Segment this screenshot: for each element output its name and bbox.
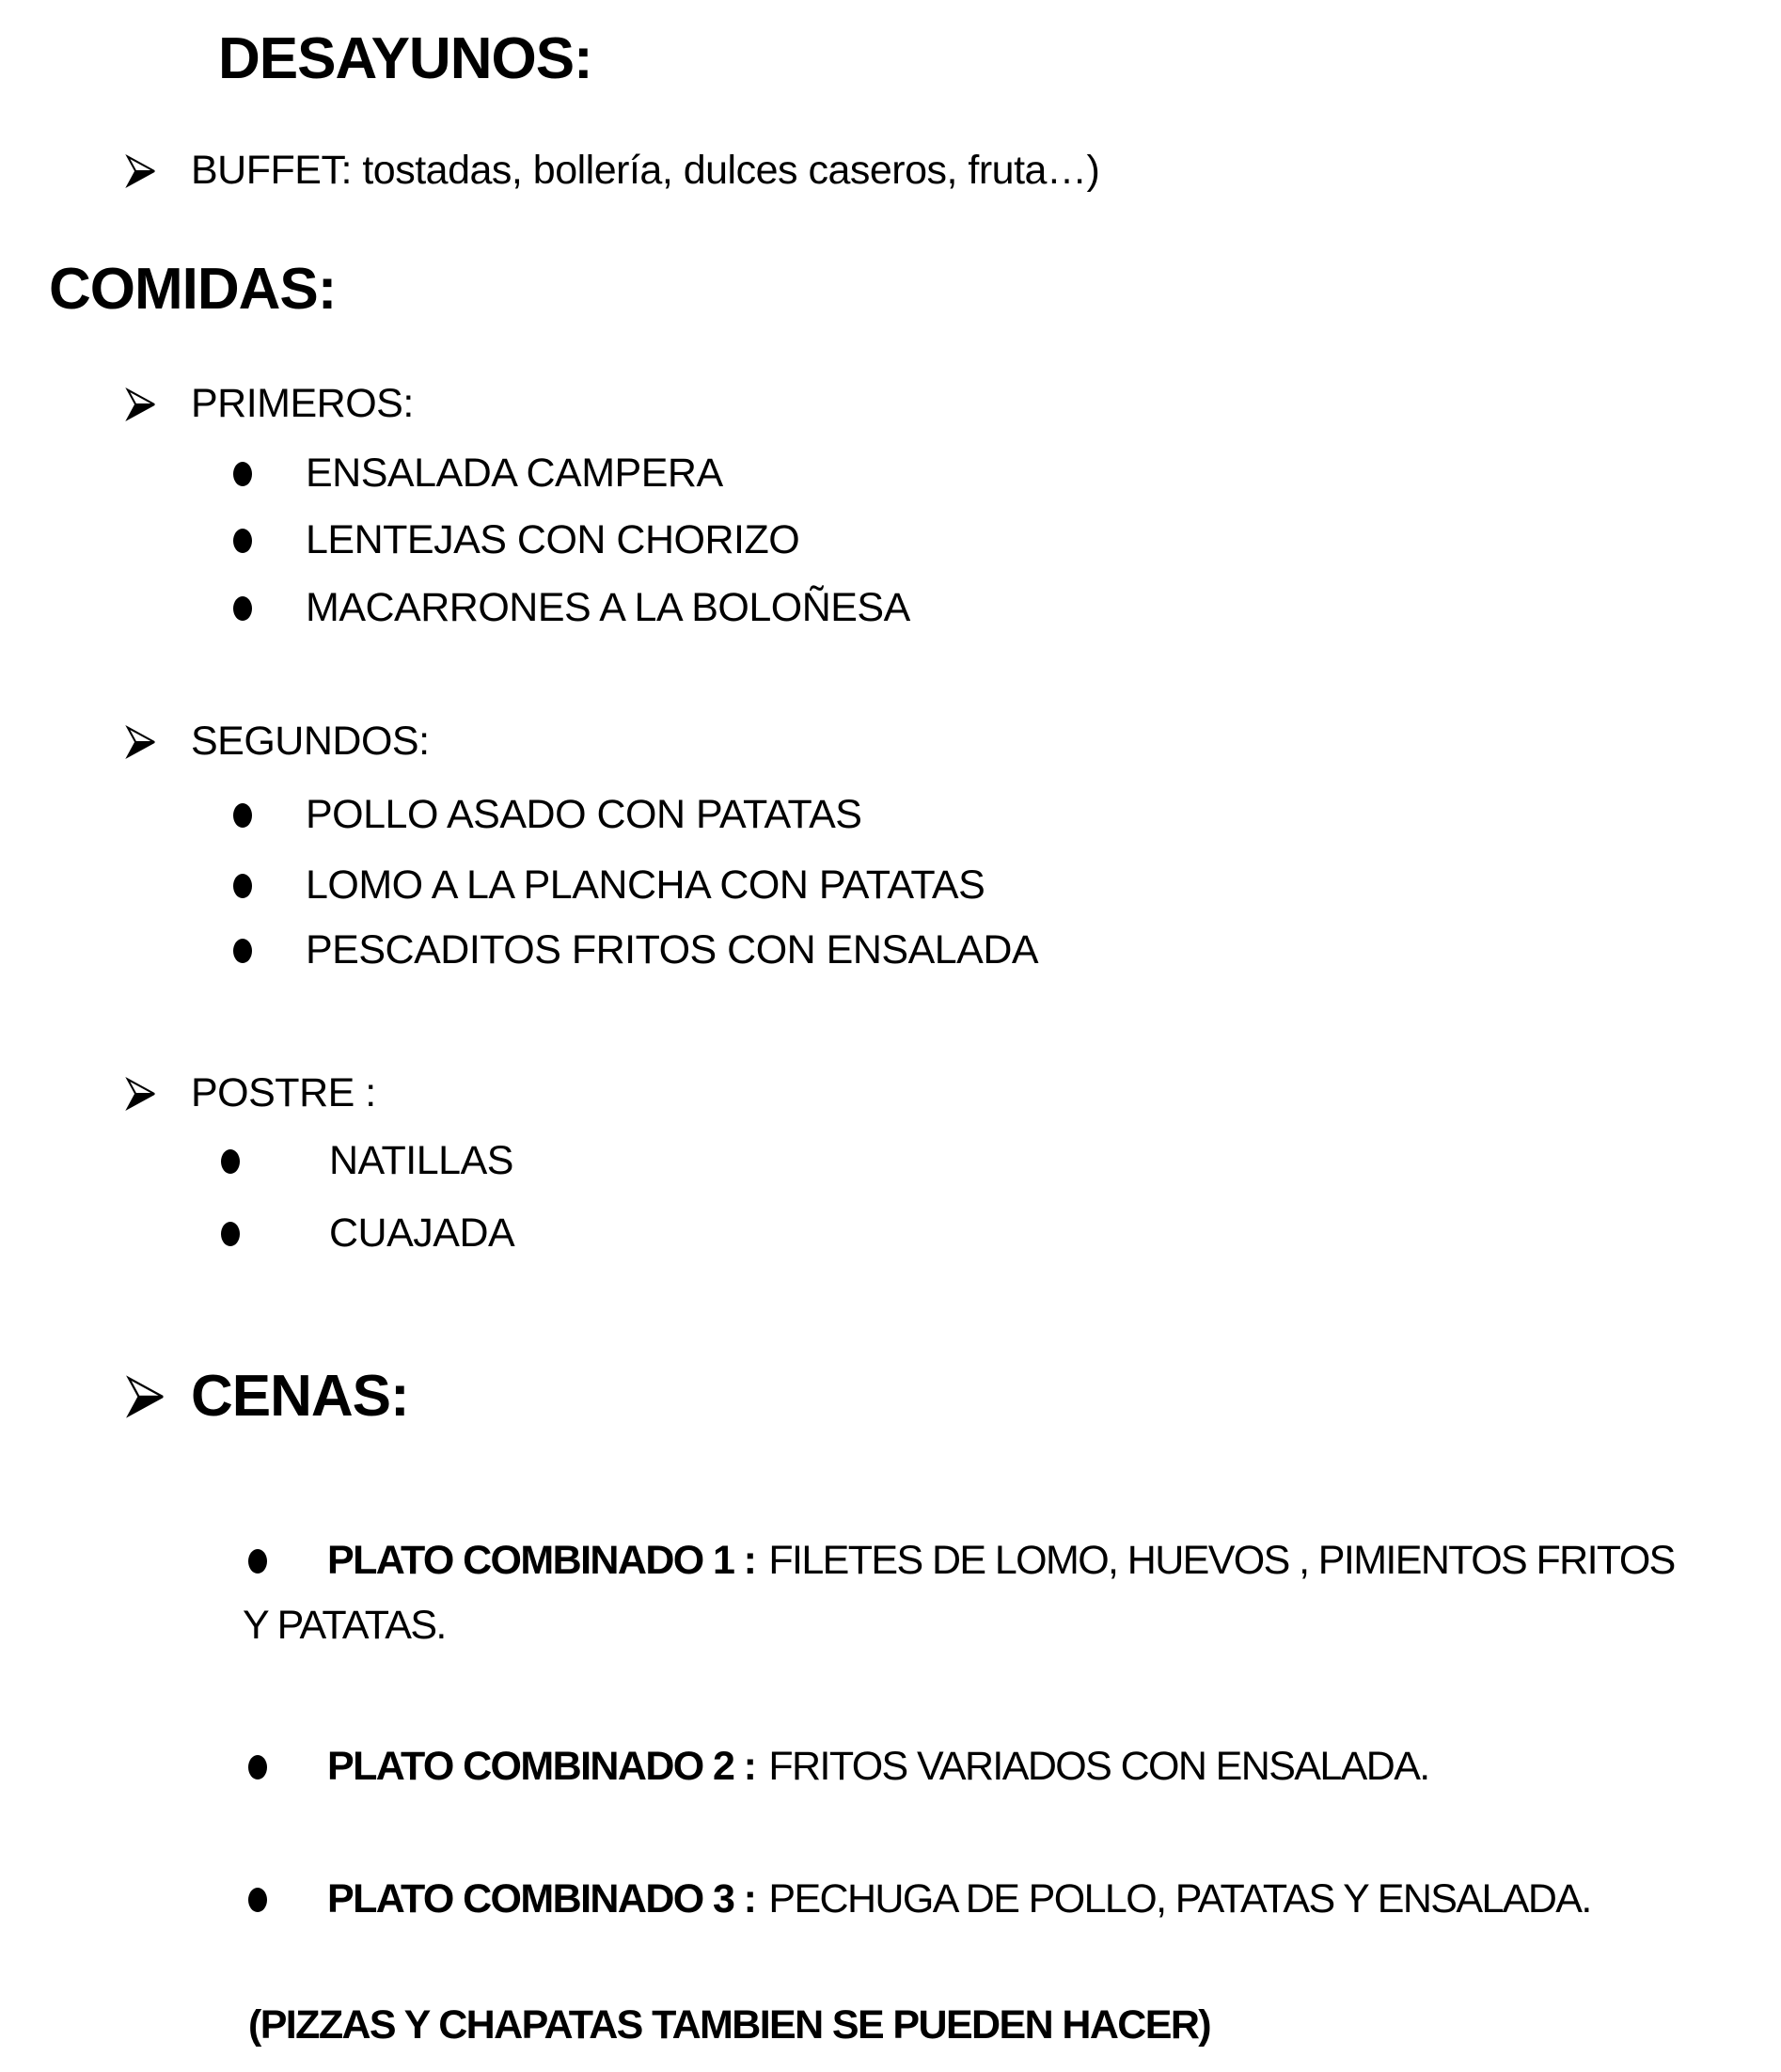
menu-item-macarrones xyxy=(233,584,910,633)
plato-desc: PECHUGA DE POLLO, PATATAS Y ENSALADA. xyxy=(768,1876,1591,1922)
dot-bullet-icon xyxy=(233,596,306,621)
arrow-bullet-icon xyxy=(124,723,191,761)
arrow-bullet-icon xyxy=(124,152,191,190)
plato-title: PLATO COMBINADO 1 : xyxy=(327,1538,756,1583)
dot-bullet-icon xyxy=(233,803,306,828)
dot-bullet-icon xyxy=(221,1149,329,1174)
primeros-line xyxy=(124,380,414,429)
heading-cenas: CENAS: xyxy=(191,1364,409,1429)
arrow-bullet-icon xyxy=(124,386,191,423)
arrow-bullet-icon xyxy=(124,1075,191,1113)
dot-bullet-icon xyxy=(221,1222,329,1246)
arrow-bullet-icon xyxy=(124,1372,191,1421)
plato-desc: FILETES DE LOMO, HUEVOS , PIMIENTOS FRITOS xyxy=(768,1538,1675,1583)
menu-item-natillas xyxy=(221,1137,513,1186)
plato-title: PLATO COMBINADO 3 : xyxy=(327,1876,756,1922)
dot-bullet-icon xyxy=(248,1549,327,1574)
postre-line xyxy=(124,1069,376,1118)
pizzas-note: (PIZZAS Y CHAPATAS TAMBIEN SE PUEDEN HACER) xyxy=(248,2002,1210,2048)
section-label-postre: POSTRE : xyxy=(191,1070,376,1115)
menu-item-label: LOMO A LA PLANCHA CON PATATAS xyxy=(306,862,985,908)
buffet-text: BUFFET: tostadas, bollería, dulces caseros, fruta…) xyxy=(191,148,1100,193)
plato-combinado-1-continuation: Y PATATAS. xyxy=(243,1603,446,1648)
heading-desayunos: DESAYUNOS: xyxy=(218,26,592,91)
plato-combinado-2-line xyxy=(248,1743,1429,1792)
menu-item-pescaditos xyxy=(233,926,1038,975)
plato-combinado-3-line xyxy=(248,1875,1591,1924)
dot-bullet-icon xyxy=(233,939,306,963)
menu-item-label: NATILLAS xyxy=(329,1138,513,1183)
menu-item-cuajada xyxy=(221,1210,514,1258)
section-label-segundos: SEGUNDOS: xyxy=(191,719,430,764)
menu-item-label: LENTEJAS CON CHORIZO xyxy=(306,517,800,562)
menu-item-lomo-plancha xyxy=(233,862,985,910)
menu-item-label: MACARRONES A LA BOLOÑESA xyxy=(306,585,910,630)
cenas-heading-line xyxy=(124,1362,409,1431)
plato-title: PLATO COMBINADO 2 : xyxy=(327,1744,756,1789)
menu-item-label: CUAJADA xyxy=(329,1210,515,1256)
dot-bullet-icon xyxy=(248,1755,327,1779)
segundos-line xyxy=(124,718,430,767)
section-label-primeros: PRIMEROS: xyxy=(191,381,414,426)
dot-bullet-icon xyxy=(248,1888,327,1912)
menu-item-label: PESCADITOS FRITOS CON ENSALADA xyxy=(306,927,1039,973)
dot-bullet-icon xyxy=(233,529,306,553)
plato-desc: FRITOS VARIADOS CON ENSALADA. xyxy=(768,1744,1429,1789)
heading-comidas: COMIDAS: xyxy=(49,257,337,322)
dot-bullet-icon xyxy=(233,874,306,898)
menu-item-pollo-asado xyxy=(233,791,861,840)
menu-item-lentejas xyxy=(233,516,799,565)
menu-item-ensalada-campera xyxy=(233,450,723,498)
dot-bullet-icon xyxy=(233,462,306,486)
plato-combinado-1-line xyxy=(248,1537,1675,1586)
buffet-line xyxy=(124,147,1099,196)
menu-item-label: ENSALADA CAMPERA xyxy=(306,451,723,496)
menu-item-label: POLLO ASADO CON PATATAS xyxy=(306,792,862,837)
